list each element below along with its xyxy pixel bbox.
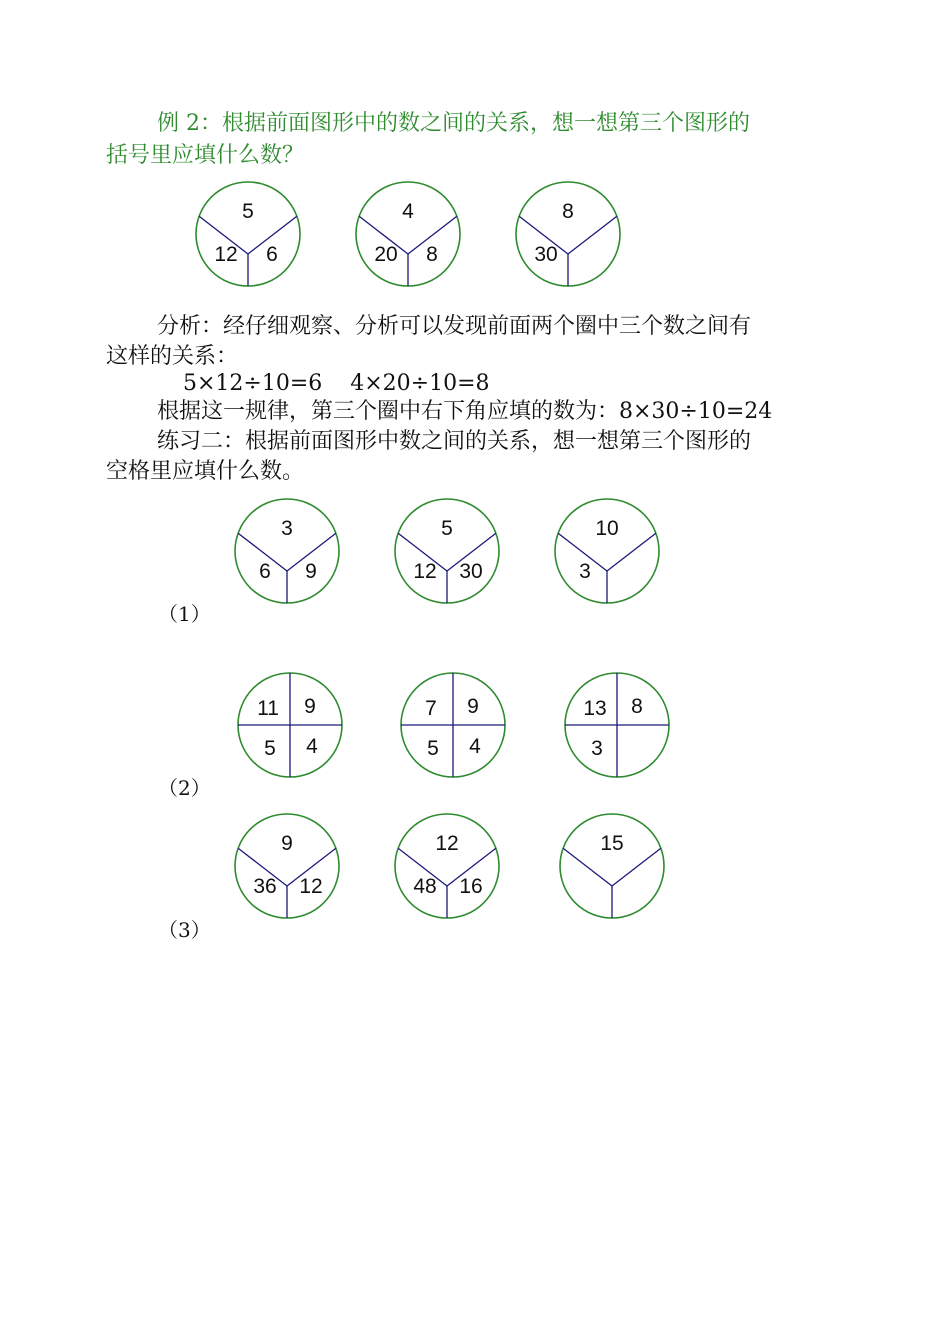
group-3-circle-2-top-value: 12 — [435, 832, 459, 855]
example-heading-line2: 括号里应填什么数？ — [106, 143, 305, 168]
group-2-circle-3-tr-value: 8 — [631, 695, 643, 718]
group-1-circle-2-top-value: 5 — [441, 517, 453, 540]
group-2-circle-3-tl-value: 13 — [583, 697, 607, 720]
group-3-circle-1-left-value: 36 — [253, 875, 277, 898]
group-1-circle-3-left-value: 3 — [579, 560, 591, 583]
group-2-circle-1-bl-value: 5 — [264, 737, 276, 760]
group-label-1: （1） — [158, 602, 211, 626]
group-2-circle-2-tr-value: 9 — [467, 695, 479, 718]
group-2-circle-2-bl-value: 5 — [427, 737, 439, 760]
group-label-2: （2） — [158, 776, 211, 800]
group-2-circle-2-tl-value: 7 — [425, 697, 437, 720]
group-2-circle-1-tl-value: 11 — [257, 697, 279, 720]
group-3-circle-3-top-value: 15 — [600, 832, 624, 855]
group-3-circle-1-top-value: 9 — [281, 832, 293, 855]
group-1-circle-1-top-value: 3 — [281, 517, 293, 540]
group-3-circle-2-right-value: 16 — [459, 875, 483, 898]
practice-line2: 空格里应填什么数。 — [106, 459, 305, 484]
analysis-rule: 根据这一规律，第三个圈中右下角应填的数为：8×30÷10=24 — [157, 399, 773, 424]
group-1-circle-1-left-value: 6 — [259, 560, 271, 583]
example-circle-2-top-value: 4 — [402, 200, 414, 223]
example-circle-1-left-value: 12 — [214, 243, 238, 266]
group-2-circle-1-tr-value: 9 — [304, 695, 316, 718]
analysis-formula: 5×12÷10=6 4×20÷10=8 — [183, 371, 490, 396]
group-2-circle-2-br-value: 4 — [469, 735, 481, 758]
group-3-circle-1-right-value: 12 — [299, 875, 323, 898]
example-circle-3-left-value: 30 — [534, 243, 558, 266]
practice-line1: 练习二：根据前面图形中数之间的关系，想一想第三个图形的 — [157, 429, 752, 454]
example-circle-1-top-value: 5 — [242, 200, 254, 223]
group-1-circle-2-left-value: 12 — [413, 560, 437, 583]
group-1-circle-2-right-value: 30 — [459, 560, 483, 583]
example-heading-line1: 例 2：根据前面图形中的数之间的关系，想一想第三个图形的 — [157, 111, 750, 136]
example-circle-1-right-value: 6 — [266, 243, 278, 266]
group-2-circle-3-bl-value: 3 — [591, 737, 603, 760]
group-label-3: （3） — [158, 918, 211, 942]
analysis-line1: 分析：经仔细观察、分析可以发现前面两个圈中三个数之间有 — [157, 314, 752, 339]
group-2-circle-1-br-value: 4 — [306, 735, 318, 758]
group-1-circle-3-top-value: 10 — [595, 517, 619, 540]
example-circle-2-left-value: 20 — [374, 243, 398, 266]
group-3-circle-2-left-value: 48 — [413, 875, 437, 898]
analysis-line2: 这样的关系： — [106, 344, 239, 369]
group-1-circle-1-right-value: 9 — [305, 560, 317, 583]
example-circle-2-right-value: 8 — [426, 243, 438, 266]
example-circle-3-divider-right — [568, 216, 617, 254]
example-circle-3-top-value: 8 — [562, 200, 574, 223]
